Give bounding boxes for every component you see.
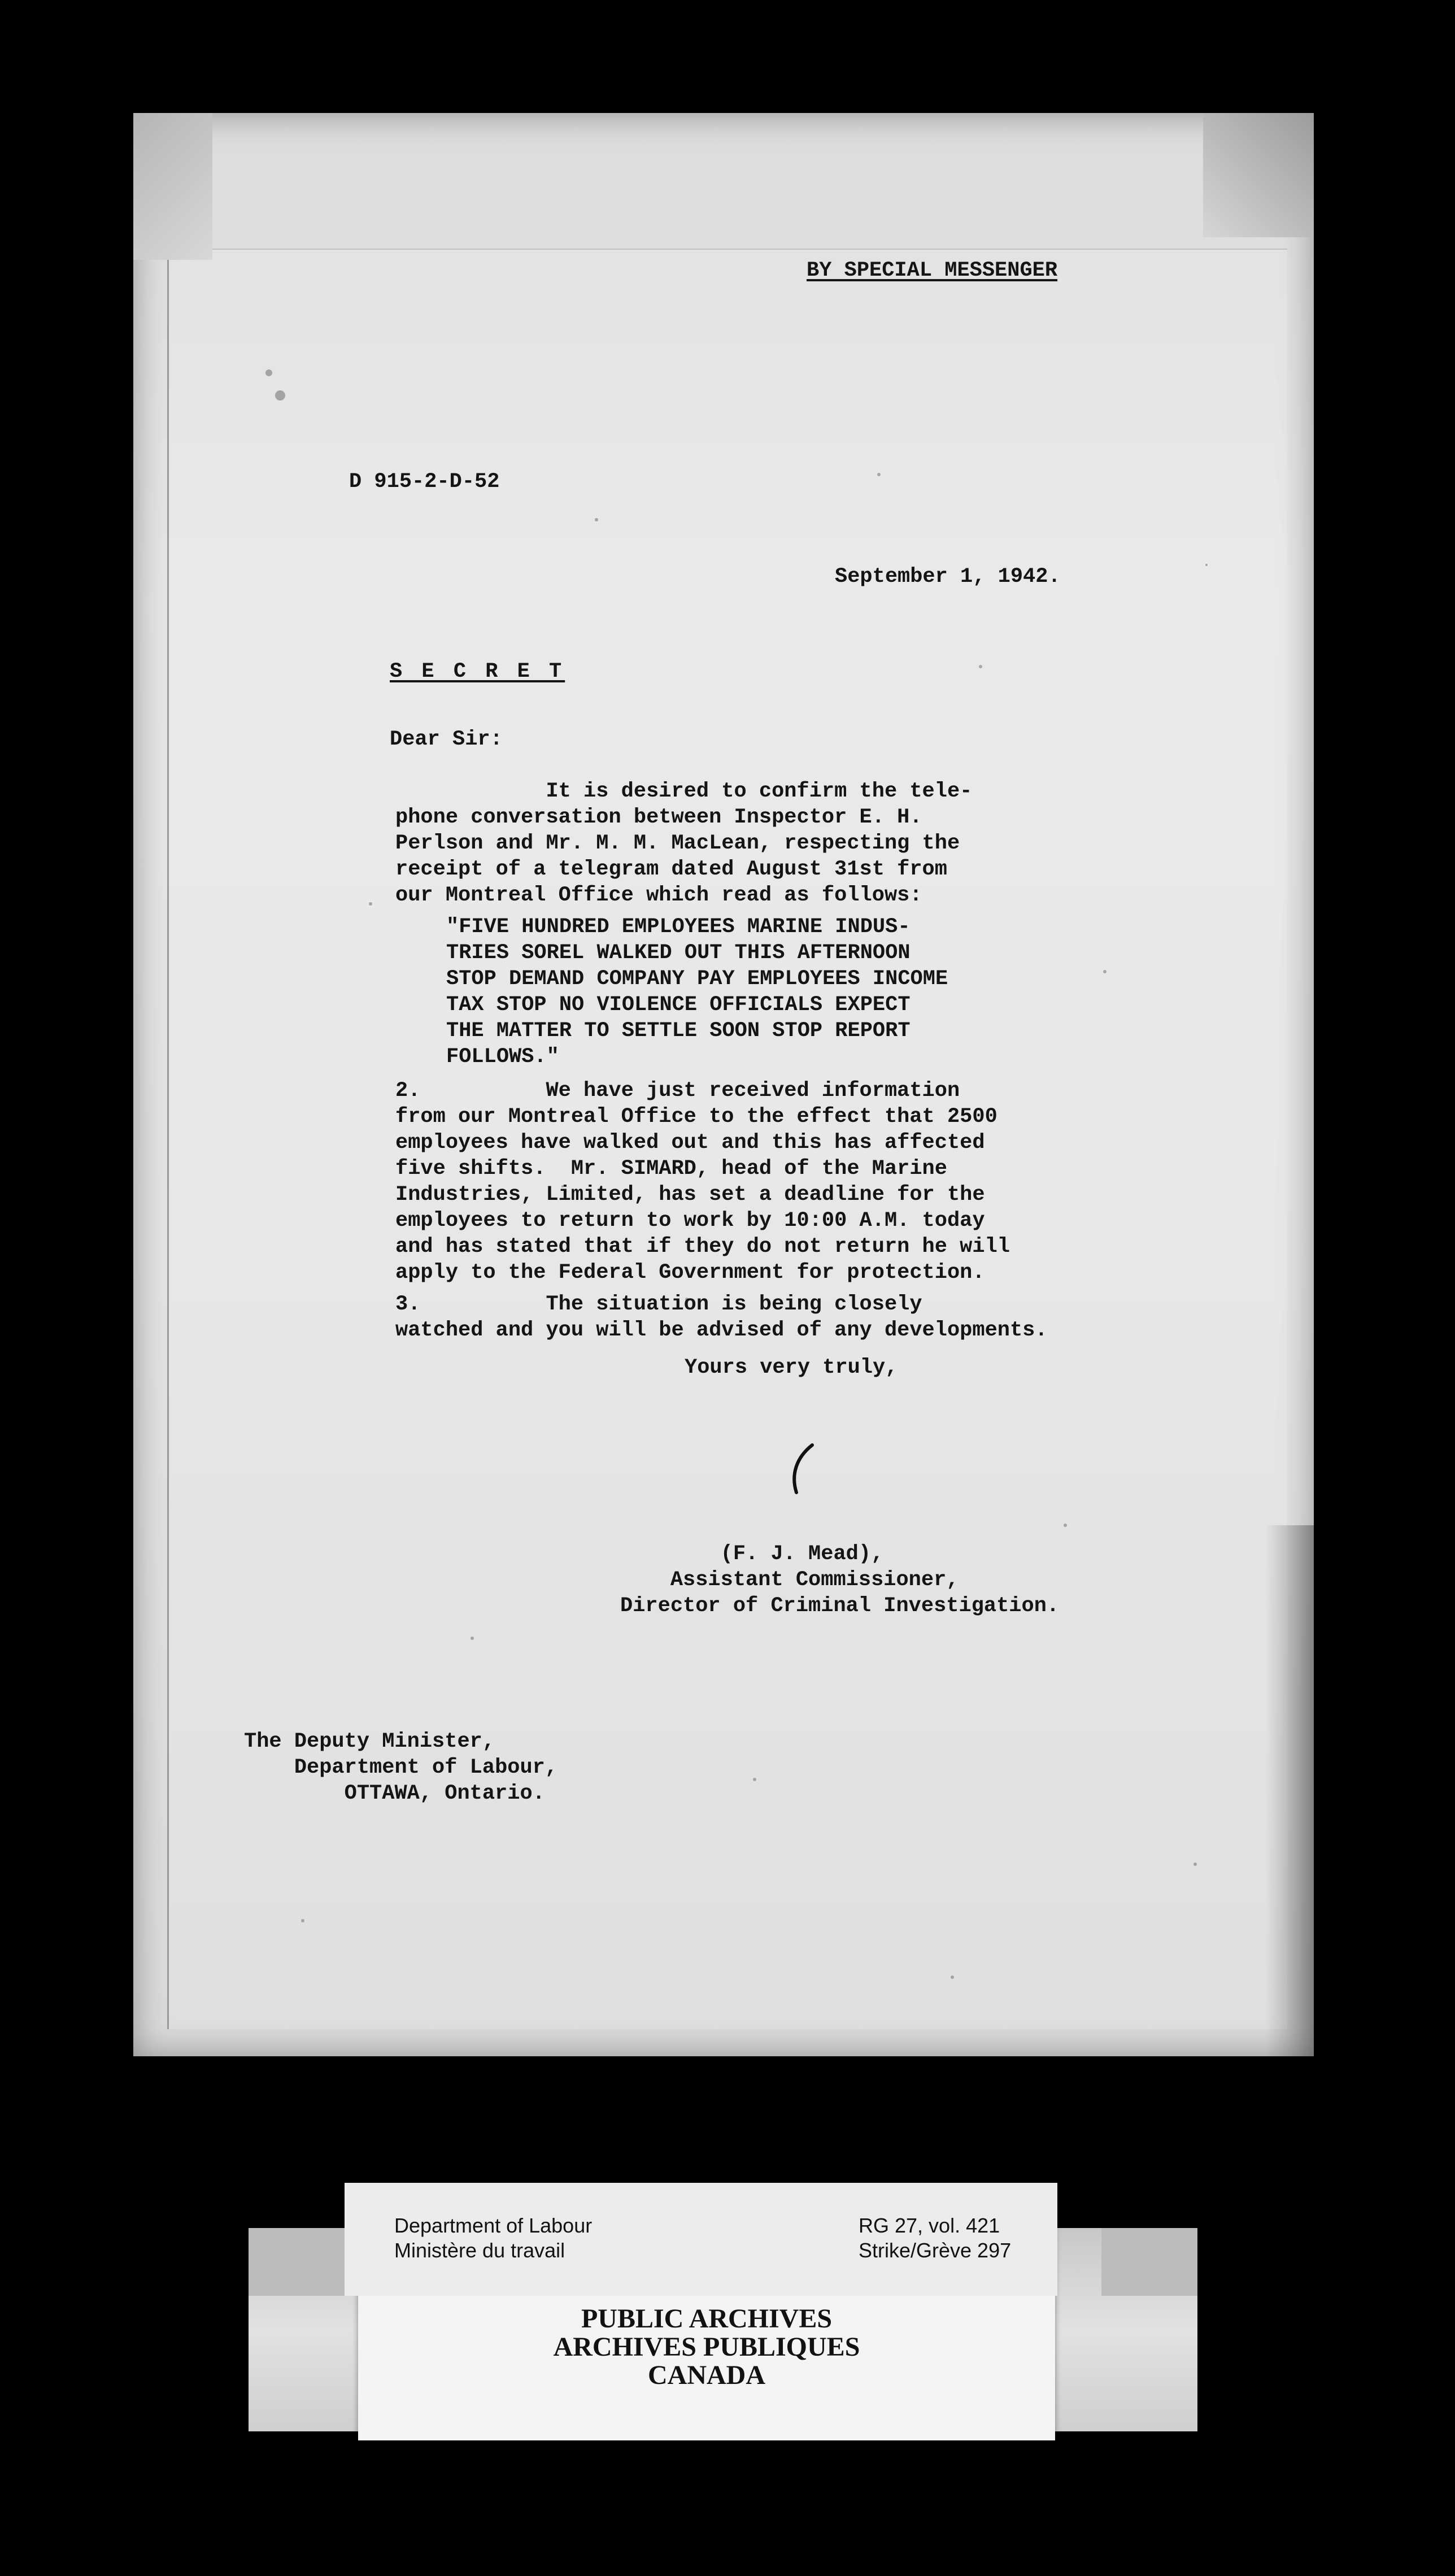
archive-country: CANADA — [648, 2360, 765, 2390]
letter-date: September 1, 1942. — [835, 565, 1061, 589]
closing: Yours very truly, — [685, 1356, 898, 1380]
label-clip-right — [1101, 2228, 1197, 2296]
page-curl-shadow — [1265, 1525, 1314, 2056]
label-department-en: Department of Labour — [394, 2214, 593, 2237]
telegram-quote: "FIVE HUNDRED EMPLOYEES MARINE INDUS- TRIES SOREL WALKED OUT THIS AFTERNOON STOP DEMAND COMPANY PAY EMPLOYEES INCOME TAX STOP NO VIOLENCE OFFICIALS EXPECT THE MATTER TO SETTLE SOON STOP REPORT FOLLOWS." — [446, 915, 948, 1069]
salutation: Dear Sir: — [390, 728, 503, 751]
torn-corner-left — [133, 113, 212, 260]
archive-name-en: PUBLIC ARCHIVES — [581, 2304, 833, 2334]
paragraph-2: 2. We have just received information from our Montreal Office to the effect that 2500 employees have walked out and this has affected five shifts. Mr. SIMARD, head of the Marine Industries, Limited, has set a deadline for the employees to return to work by 10:00 A.M. today and has stated that if they do not return he will apply to the Federal Government for protection. — [395, 1079, 1010, 1285]
label-clip-left — [249, 2228, 345, 2296]
paragraph-3: 3. The situation is being closely watched and you will be advised of any developments. — [395, 1293, 1048, 1342]
delivery-notice: BY SPECIAL MESSENGER — [807, 259, 1058, 282]
signature-mark — [785, 1441, 819, 1497]
signature-block: (F. J. Mead), Assistant Commissioner, Director of Criminal Investigation. — [620, 1542, 1060, 1618]
label-department-fr: Ministère du travail — [394, 2239, 565, 2262]
label-record-group: RG 27, vol. 421 — [859, 2214, 1000, 2237]
classification-marking: S E C R E T — [390, 660, 565, 684]
file-reference: D 915-2-D-52 — [349, 470, 500, 494]
label-file-number: Strike/Grève 297 — [859, 2239, 1012, 2262]
torn-corner-right — [1203, 113, 1314, 237]
archive-name-fr: ARCHIVES PUBLIQUES — [553, 2332, 860, 2362]
paragraph-1: It is desired to confirm the tele- phone conversation between Inspector E. H. Perlson and Mr. M. M. MacLean, respecting the receipt of a telegram dated August 31st from our Montreal Office which read as follows: — [395, 780, 973, 907]
recipient-address: The Deputy Minister, Department of Labour, OTTAWA, Ontario. — [244, 1730, 558, 1805]
